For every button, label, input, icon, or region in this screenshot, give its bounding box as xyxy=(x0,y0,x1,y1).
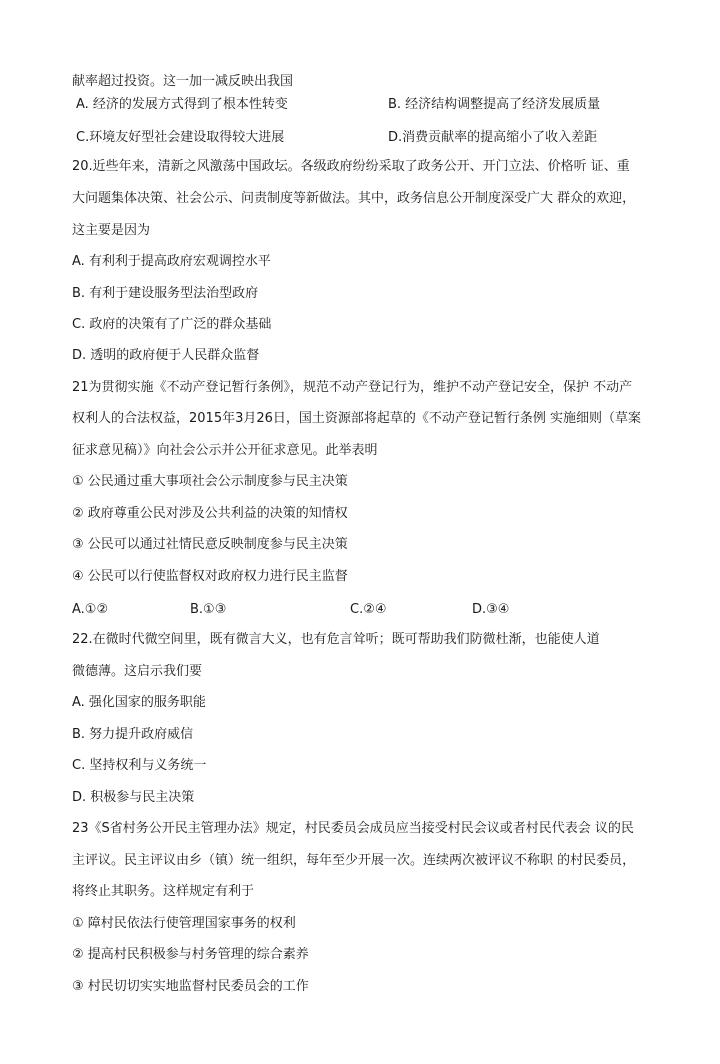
option-c: C.环境友好型社会建设取得较大进展 xyxy=(76,130,285,145)
statement-item: ④ 公民可以行使监督权对政府权力进行民主监督 xyxy=(72,569,348,584)
question-22-line: 22.在微时代微空间里，既有微言大义，也有危言耸听；既可帮助我们防微杜渐，也能使人道 xyxy=(72,632,600,647)
option-a: A. 经济的发展方式得到了根本性转变 xyxy=(76,97,288,112)
question-22-line: 微德薄。这启示我们要 xyxy=(72,664,203,679)
text-line: 献率超过投资。这一加一减反映出我国 xyxy=(72,74,294,89)
question-23-line: 将终止其职务。这样规定有利于 xyxy=(72,884,255,899)
statement-item: ③ 村民切切实实地监督村民委员会的工作 xyxy=(72,979,309,994)
statement-item: ③ 公民可以通过社情民意反映制度参与民主决策 xyxy=(72,537,348,552)
option-d: D. 积极参与民主决策 xyxy=(72,790,195,805)
option-c: C.②④ xyxy=(350,602,387,617)
question-21-line: 征求意见稿）》向社会公示并公开征求意见。此举表明 xyxy=(72,443,378,458)
question-23-line: 23《S省村务公开民主管理办法》规定，村民委员会成员应当接受村民会议或者村民代表会 议的民 xyxy=(72,821,634,836)
question-20-line: 20.近些年来，清新之风激荡中国政坛。各级政府纷纷采取了政务公开、开门立法、价格听 证、重 xyxy=(72,159,630,174)
statement-item: ② 政府尊重公民对涉及公共利益的决策的知情权 xyxy=(72,506,348,521)
question-23-line: 主评议。民主评议由乡（镇）统一组织，每年至少开展一次。连续两次被评议不称职 的村民委员， xyxy=(72,853,636,868)
question-21-line: 21为贯彻实施《不动产登记暂行条例》，规范不动产登记行为，维护不动产登记安全，保护 不动产 xyxy=(72,380,633,395)
option-b: B.①③ xyxy=(190,602,227,617)
option-c: C. 政府的决策有了广泛的群众基础 xyxy=(72,317,272,332)
option-d: D. 透明的政府便于人民群众监督 xyxy=(72,348,260,363)
option-a: A. 强化国家的服务职能 xyxy=(72,695,206,710)
option-a: A.①② xyxy=(72,602,109,617)
option-a: A. 有利利于提高政府宏观调控水平 xyxy=(72,254,271,269)
option-b: B. 有利于建设服务型法治型政府 xyxy=(72,286,259,301)
option-c: C. 坚持权利与义务统一 xyxy=(72,758,207,773)
option-b: B. 经济结构调整提高了经济发展质量 xyxy=(388,97,601,112)
option-d: D.消费贡献率的提高缩小了收入差距 xyxy=(388,130,598,145)
option-d: D.③④ xyxy=(472,602,510,617)
option-b: B. 努力提升政府威信 xyxy=(72,727,194,742)
question-20-line: 这主要是因为 xyxy=(72,223,151,238)
statement-item: ① 公民通过重大事项社会公示制度参与民主决策 xyxy=(72,474,348,489)
question-21-line: 权利人的合法权益，2015年3月26日，国土资源部将起草的《不动产登记暂行条例 实施细则（草案 xyxy=(72,411,642,426)
statement-item: ② 提高村民积极参与村务管理的综合素养 xyxy=(72,947,309,962)
statement-item: ① 障村民依法行使管理国家事务的权利 xyxy=(72,916,296,931)
question-20-line: 大问题集体决策、社会公示、问责制度等新做法。其中，政务信息公开制度深受广大 群众的欢迎， xyxy=(72,191,636,206)
